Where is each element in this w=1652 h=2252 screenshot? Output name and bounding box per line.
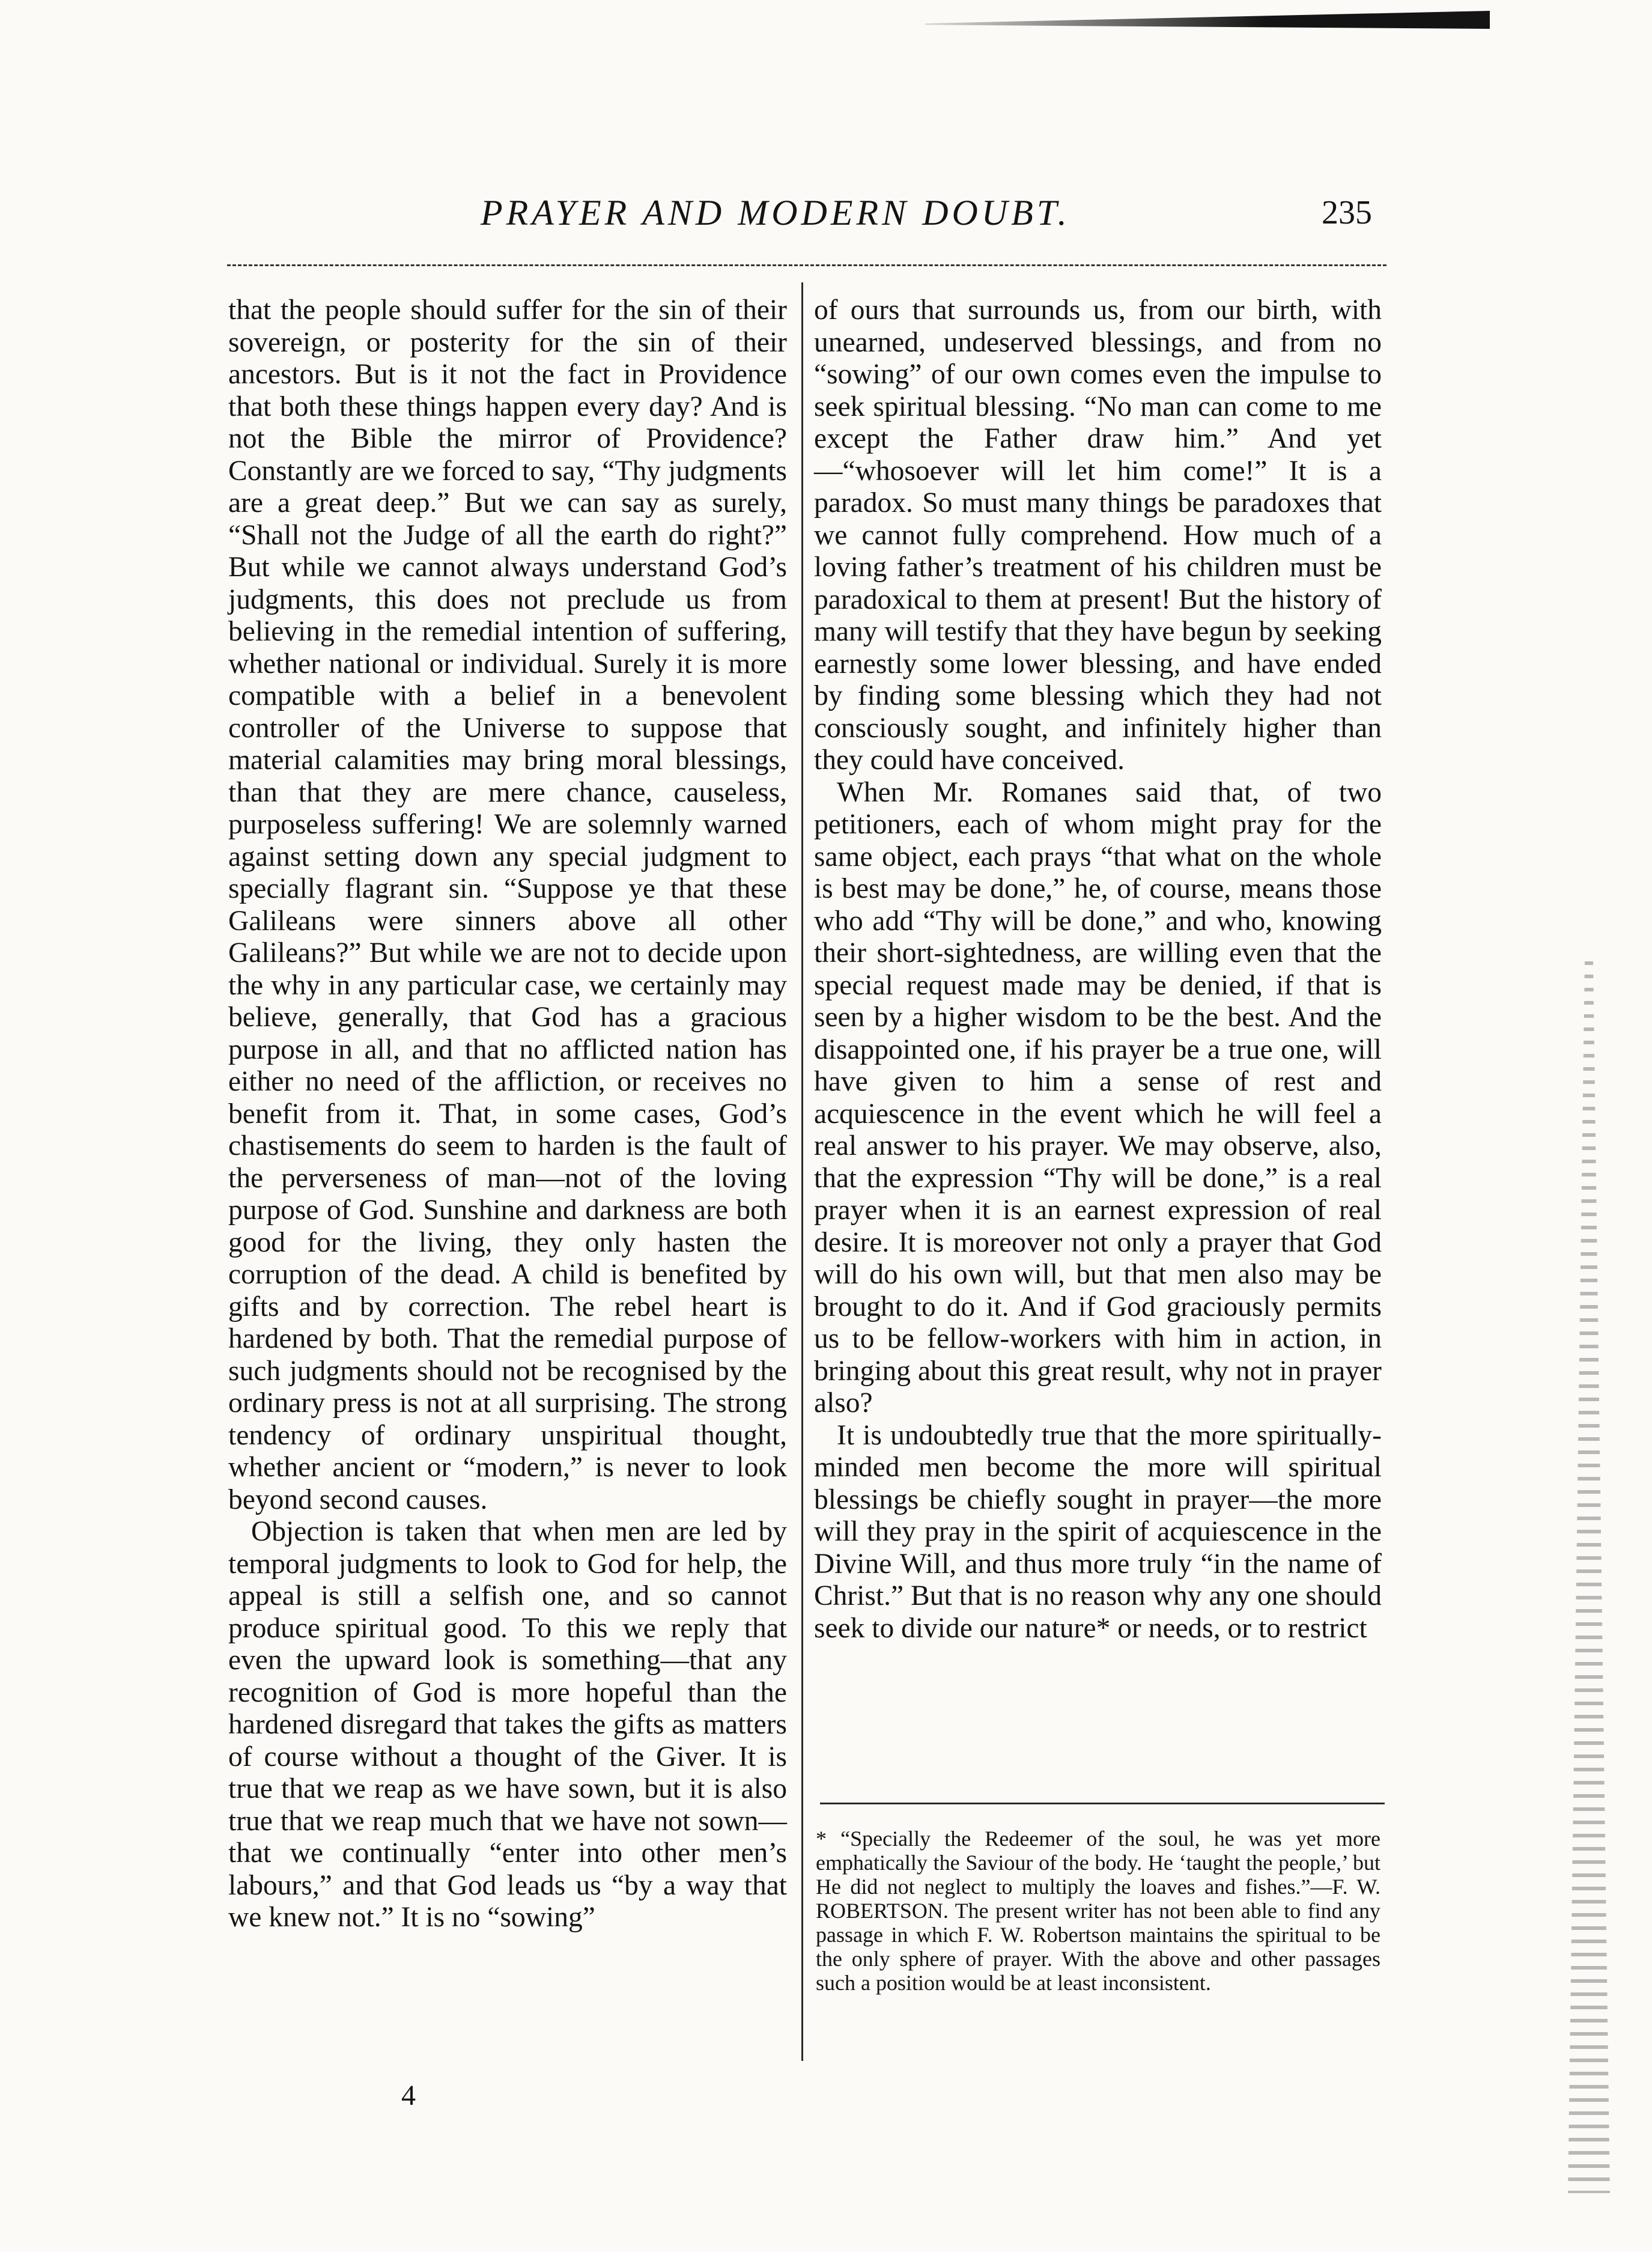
header-rule <box>227 264 1386 266</box>
signature-mark: 4 <box>401 2080 416 2111</box>
top-ink-rule <box>925 11 1490 29</box>
right-column <box>814 294 1382 1645</box>
paragraph: When Mr. Romanes said that, of two petitioners, each of whom might pray for the same object, each prays “that what on the whole is best may be done,” he, of course, means those who add “Thy will be done,” and who, knowing their short-sightedness, are willing even that the special request made may be denied, if that is seen by a higher wisdom to be the best. And the disappointed one, if his prayer be a true one, will have given to him a sense of rest and acquiescence in the event which he will feel a real answer to his prayer. We may observe, also, that the expression “Thy will be done,” is a real prayer when it is an earnest expression of real desire. It is moreover not only a prayer that God will do his own will, but that men also may be brought to do it. And if God graciously permits us to be fellow-workers with him in action, in bringing about this great result, why not in prayer also? <box>814 776 1382 1419</box>
paragraph: Objection is taken that when men are led by temporal judgments to look to God for help, the appeal is still a selfish one, and so cannot produce spiritual good. To this we reply that even the upward look is something—that any recognition of God is more hopeful than the hardened disregard that takes the gifts as matters of course without a thought of the Giver. It is true that we reap as we have sown, but it is also true that we reap much that we have not sown—that we continually “enter into other men’s labours,” and that God leads us “by a way that we knew not.” It is no “sowing” <box>228 1516 787 1933</box>
footnote: * “Specially the Redeemer of the soul, he was yet more emphatically the Saviour of the body. He ‘taught the people,’ but He did not neglect to multiply the loaves and fishes.”—F. W. ROBERTSON. The present writer has not been able to find any passage in which F. W. Robertson maintains the spiritual to be the only sphere of prayer. With the above and other passages such a position would be at least inconsistent. <box>816 1827 1380 1995</box>
left-column <box>228 294 787 1934</box>
footnote-rule <box>820 1803 1385 1804</box>
running-head: PRAYER AND MODERN DOUBT. <box>481 193 1070 233</box>
paragraph: It is undoubtedly true that the more spiritually-minded men become the more will spiritual blessings be chiefly sought in prayer—the more will they pray in the spirit of acquiescence in the Divine Will, and thus more truly “in the name of Christ.” But that is no reason why any one should seek to divide our nature* or needs, or to restrict <box>814 1419 1382 1644</box>
paragraph: that the people should suffer for the sin of their sovereign, or posterity for the sin of their ancestors. But is it not the fact in Providence that both these things happen every day? And is not the Bible the mirror of Providence? Constantly are we forced to say, “Thy judgments are a great deep.” But we can say as surely, “Shall not the Judge of all the earth do right?” But while we cannot always understand God’s judgments, this does not preclude us from believing in the remedial intention of suffering, whether national or individual. Surely it is more compatible with a belief in a benevolent controller of the Universe to suppose that material calamities may bring moral blessings, than that they are mere chance, causeless, purposeless suffering! We are solemnly warned against setting down any special judgment to specially flagrant sin. “Suppose ye that these Galileans were sinners above all other Galileans?” But while we are not to decide upon the why in any particular case, we certainly may believe, generally, that God has a gracious purpose in all, and that no afflicted nation has either no need of the affliction, or receives no benefit from it. That, in some cases, God’s chastisements do seem to harden is the fault of the perverseness of man—not of the loving purpose of God. Sunshine and darkness are both good for the living, they only hasten the corruption of the dead. A child is benefited by gifts and by correction. The rebel heart is hardened by both. That the remedial purpose of such judgments should not be recognised by the ordinary press is not at all surprising. The strong tendency of ordinary unspiritual thought, whether ancient or “modern,” is never to look beyond second causes. <box>228 294 787 1515</box>
column-divider <box>801 282 803 2061</box>
paragraph: of ours that surrounds us, from our birth, with unearned, undeserved blessings, and from no “sowing” of our own comes even the impulse to seek spiritual blessing. “No man can come to me except the Father draw him.” And yet—“whosoever will let him come!” It is a paradox. So must many things be paradoxes that we cannot fully comprehend. How much of a loving father’s treatment of his children must be paradoxical to them at present! But the history of many will testify that they have begun by seeking earnestly some lower blessing, and have ended by finding some blessing which they had not consciously sought, and infinitely higher than they could have conceived. <box>814 294 1382 776</box>
page-number: 235 <box>1322 194 1372 231</box>
scan-edge-artifact <box>1568 961 1610 2193</box>
